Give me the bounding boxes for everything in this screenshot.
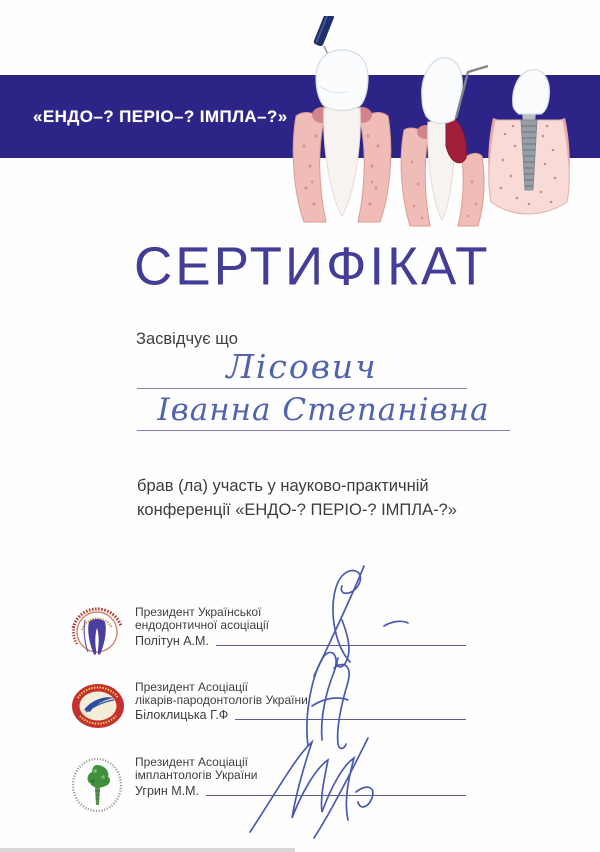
certificate-title: СЕРТИФІКАТ [134,236,491,297]
endo-tooth-illustration [286,16,398,230]
signatory-name: Угрин М.М. [135,784,200,798]
recipient-surname: Лісович [226,347,378,386]
implant-tooth-illustration [483,62,575,226]
signatory-role: Президент Української ендодонтичної асоціації [135,605,270,632]
participation-text-line2: конференції «ЕНДО-? ПЕРІО-? ІМПЛА-?» [137,500,457,519]
recipient-given-names-line [137,392,510,431]
perio-association-logo [70,682,126,730]
implant-association-logo [70,757,124,813]
signature-line [235,718,466,720]
recipient-given-names: Іванна Степанівна [157,392,490,428]
signatory-name-row [135,708,466,722]
certifies-label: Засвідчує що [136,330,238,348]
signatory-role: Президент Асоціації лікарів-пародонтологів України [135,680,308,707]
signatory-role: Президент Асоціації імплантологів України [135,755,258,782]
signatory-name-row [135,784,466,798]
signatory-name: Політун А.М. [135,634,209,648]
signatory-name: Білоклицька Г.Ф [135,708,229,722]
recipient-surname-line [137,347,467,389]
participation-text [137,475,457,522]
signature-endo [272,562,422,687]
banner-title: «ЕНДО–? ПЕРІО–? ІМПЛА–?» [33,106,288,126]
signature-line [216,644,466,646]
scan-edge-artifact [0,848,295,852]
perio-tooth-illustration [398,52,488,230]
signature-line [206,794,466,796]
endo-association-logo [68,598,126,662]
participation-text-line1: брав (ла) участь у науково-практичній [137,477,429,495]
signatory-name-row [135,634,466,648]
